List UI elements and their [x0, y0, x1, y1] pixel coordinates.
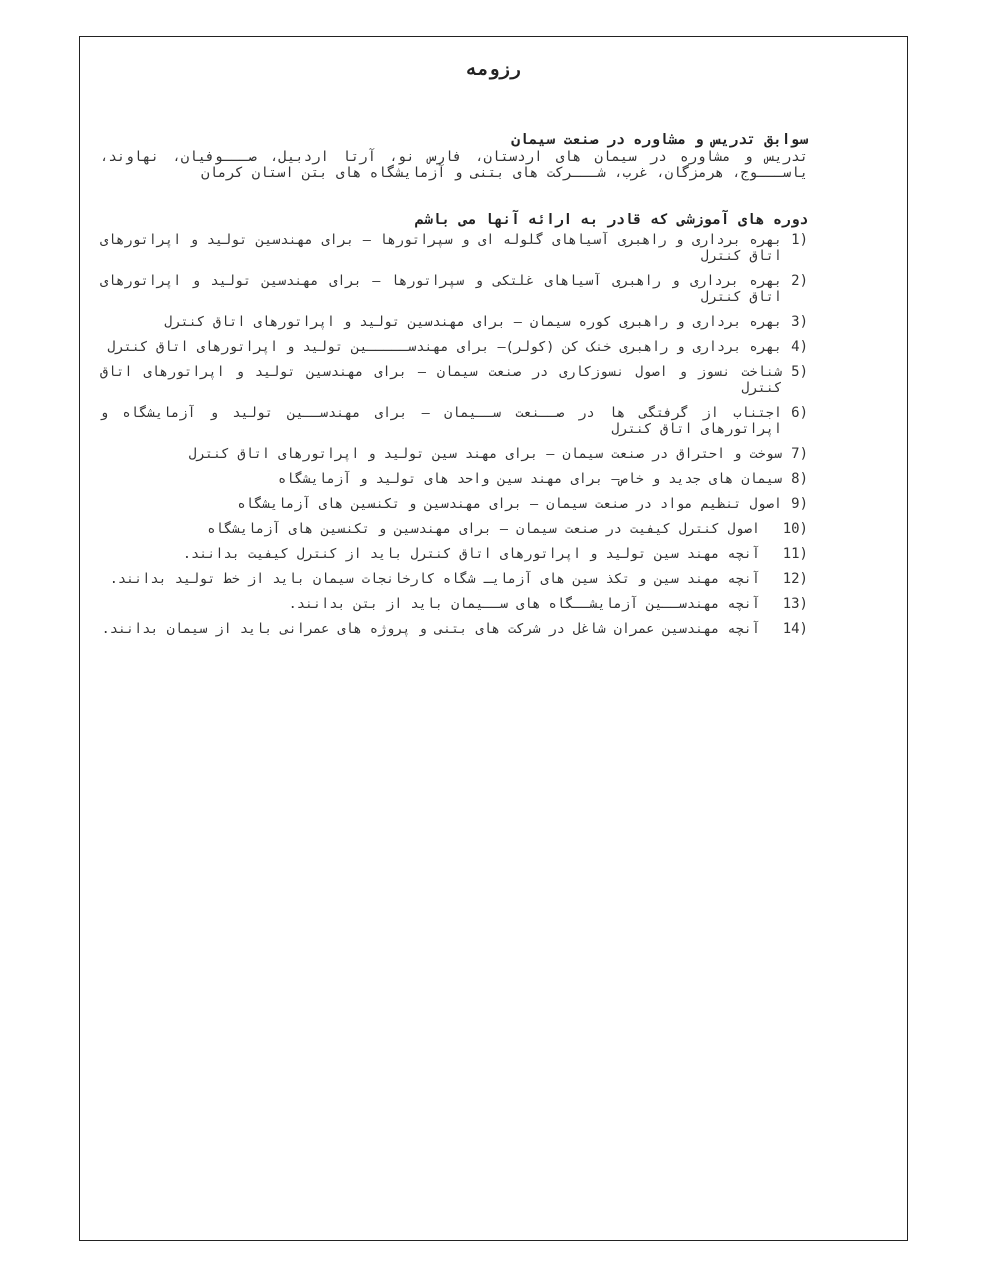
experience-heading: سوابق تدریس و مشاوره در صنعت سیمان [511, 132, 808, 148]
item-text: بهره برداری و راهبری آسیاهای غلتکی و سپراتورها – برای مهندسین تولید و اپراتورهای اتاق کنترل [100, 273, 782, 305]
item-number: 14) [782, 621, 808, 637]
item-text: اجتناب از گرفتگی ها در صــنعت ســیمان – برای مهندســین تولید و آزمایشگاه و اپراتورهای اتاق کنترل [100, 405, 782, 437]
item-text: سیمان های جدید و خاص– برای مهند سین واحد های تولید و آزمایشگاه [278, 471, 782, 487]
item-number: 6) [791, 405, 808, 421]
list-item [100, 596, 808, 612]
item-text: بهره برداری و راهبری خنک کن (کولر)– برای مهندســـــین تولید و اپراتورهای اتاق کنترل [107, 339, 782, 355]
item-number: 4) [791, 339, 808, 355]
item-text: آنچه مهند سین تولید و اپراتورهای اتاق کنترل باید از کنترل کیفیت بدانند. [182, 546, 760, 562]
resume-content [100, 132, 808, 646]
item-number: 10) [782, 521, 808, 537]
item-number: 7) [791, 446, 808, 462]
list-item [100, 405, 808, 437]
courses-section [100, 212, 808, 637]
list-item [100, 339, 808, 355]
list-item [100, 521, 808, 537]
item-text: بهره برداری و راهبری کوره سیمان – برای مهندسین تولید و اپراتورهای اتاق کنترل [164, 314, 782, 330]
item-number: 11) [782, 546, 808, 562]
list-item [100, 314, 808, 330]
item-text: آنچه مهند سین و تکذ سین های آزمایـ شگاه کارخانجات سیمان باید از خط تولید بدانند. [109, 571, 760, 587]
course-list [100, 232, 808, 637]
item-text: اصول کنترل کیفیت در صنعت سیمان – برای مهندسین و تکنسین های آزمایشگاه [207, 521, 760, 537]
item-text: اصول تنظیم مواد در صنعت سیمان – برای مهندسین و تکنسین های آزمایشگاه [237, 496, 782, 512]
section-spacer [100, 181, 808, 212]
list-item [100, 471, 808, 487]
item-number: 9) [791, 496, 808, 512]
list-item [100, 364, 808, 396]
item-number: 1) [791, 232, 808, 248]
item-number: 2) [791, 273, 808, 289]
item-number: 13) [782, 596, 808, 612]
experience-section [100, 132, 808, 181]
courses-heading: دوره های آموزشی که قادر به ارائه آنها می باشم [415, 212, 808, 228]
list-item [100, 571, 808, 587]
item-text: سوخت و احتراق در صنعت سیمان – برای مهند سین تولید و اپراتورهای اتاق کنترل [188, 446, 782, 462]
item-text: آنچه مهندســین آزمایشــگاه های ســیمان باید از بتن بدانند. [288, 596, 760, 612]
item-text: آنچه مهندسین عمران شاغل در شرکت های بتنی و پروژه های عمرانی باید از سیمان بدانند. [101, 621, 760, 637]
list-item [100, 446, 808, 462]
list-item [100, 232, 808, 264]
item-number: 3) [791, 314, 808, 330]
document-title: رزومه [466, 59, 521, 80]
experience-body: تدریس و مشاوره در سیمان های اردستان، فارس نو، آرتا اردبیل، صـــوفیان، نهاوند، یاســـوج، هرمزگان، غرب، شـــرکت های بتنی و آزمایشگاه های بتن استان کرمان [100, 149, 808, 181]
list-item [100, 273, 808, 305]
item-number: 8) [791, 471, 808, 487]
item-number: 5) [791, 364, 808, 380]
list-item [100, 496, 808, 512]
item-number: 12) [782, 571, 808, 587]
item-text: بهره برداری و راهبری آسیاهای گلوله ای و سپراتورها – برای مهندسین تولید و اپراتورهای اتاق کنترل [100, 232, 782, 264]
item-text: شناخت نسوز و اصول نسوزکاری در صنعت سیمان – برای مهندسین تولید و اپراتورهای اتاق کنترل [100, 364, 782, 396]
list-item [100, 621, 808, 637]
list-item [100, 546, 808, 562]
